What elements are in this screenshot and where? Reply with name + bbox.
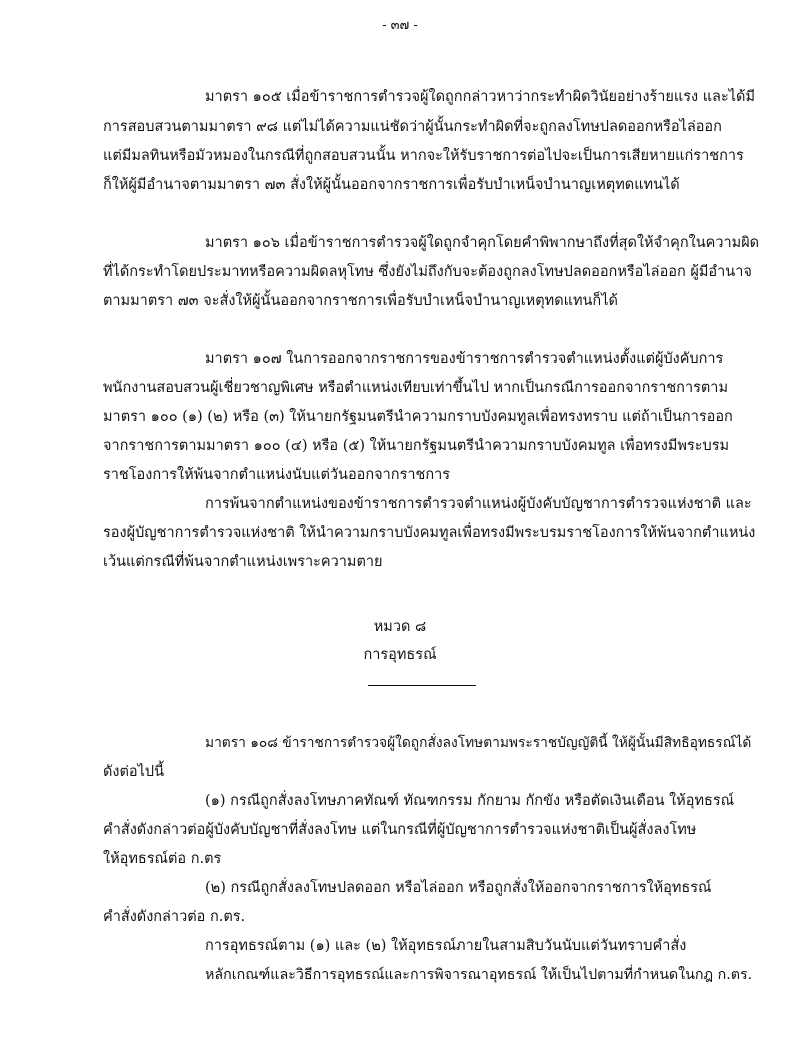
text-line: ดังต่อไปนี้	[103, 764, 165, 780]
text-line: การพ้นจากตำแหน่งของข้าราชการตำรวจตำแหน่งผู้บังคับบัญชาการตำรวจแห่งชาติ และ	[205, 496, 752, 512]
text-line: การอุทธรณ์ตาม (๑) และ (๒) ให้อุทธรณ์ภายในสามสิบวันนับแต่วันทราบคำสั่ง	[205, 938, 687, 954]
text-line: หลักเกณฑ์และวิธีการอุทธรณ์และการพิจารณาอุทธรณ์ ให้เป็นไปตามที่กำหนดในกฎ ก.ตร.	[205, 967, 753, 983]
text-line: มาตรา ๑๐๖ เมื่อข้าราชการตำรวจผู้ใดถูกจำคุกโดยคำพิพากษาถึงที่สุดให้จำคุกในความผิด	[205, 235, 760, 251]
text-line: จากราชการตามมาตรา ๑๐๐ (๔) หรือ (๕) ให้นายกรัฐมนตรีนำความกราบบังคมทูล เพื่อทรงมีพระบรม	[103, 438, 730, 454]
text-line: รองผู้บัญชาการตำรวจแห่งชาติ ให้นำความกราบบังคมทูลเพื่อทรงมีพระบรมราชโองการให้พ้นจากตำแหน่ง	[103, 525, 756, 541]
text-line: มาตรา ๑๐๗ ในการออกจากราชการของข้าราชการตำรวจตำแหน่งตั้งแต่ผู้บังคับการ	[205, 351, 724, 367]
page-number: - ๓๗ -	[382, 18, 418, 33]
text-line: แต่มีมลทินหรือมัวหมองในกรณีที่ถูกสอบสวนนั้น หากจะให้รับราชการต่อไปจะเป็นการเสียหายแก่ราชการ	[103, 148, 744, 164]
text-line: มาตรา ๑๐๕ เมื่อข้าราชการตำรวจผู้ใดถูกกล่าวหาว่ากระทำผิดวินัยอย่างร้ายแรง และได้มี	[205, 89, 756, 105]
chapter-title: หมวด ๘	[373, 619, 427, 635]
text-line: ก็ให้ผู้มีอำนาจตามมาตรา ๗๓ สั่งให้ผู้นั้นออกจากราชการเพื่อรับบำเหน็จบำนาญเหตุทดแทนได้	[103, 177, 680, 193]
text-line: คำสั่งดังกล่าวต่อ ก.ตร.	[103, 909, 246, 925]
text-line: ให้อุทธรณ์ต่อ ก.ตร	[103, 851, 222, 867]
text-line: (๑) กรณีถูกสั่งลงโทษภาคทัณฑ์ ทัณฑกรรม กักยาม กักขัง หรือตัดเงินเดือน ให้อุทธรณ์	[205, 793, 735, 809]
text-line: ราชโองการให้พ้นจากตำแหน่งนับแต่วันออกจากราชการ	[103, 467, 451, 483]
text-line: ที่ได้กระทำโดยประมาทหรือความผิดลหุโทษ ซึ่งยังไม่ถึงกับจะต้องถูกลงโทษปลดออกหรือไล่ออก ผู้มีอำนาจ	[103, 264, 752, 280]
text-line: เว้นแต่กรณีที่พ้นจากตำแหน่งเพราะความตาย	[103, 554, 383, 570]
chapter-divider	[368, 685, 476, 686]
text-line: พนักงานสอบสวนผู้เชี่ยวชาญพิเศษ หรือตำแหน่งเทียบเท่าขึ้นไป หากเป็นกรณีการออกจากราชการตาม	[103, 380, 729, 396]
text-line: มาตรา ๑๐๘ ข้าราชการตำรวจผู้ใดถูกสั่งลงโทษตามพระราชบัญญัตินี้ ให้ผู้นั้นมีสิทธิอุทธรณ์ได้	[205, 735, 752, 751]
text-line: (๒) กรณีถูกสั่งลงโทษปลดออก หรือไล่ออก หรือถูกสั่งให้ออกจากราชการให้อุทธรณ์	[205, 880, 712, 896]
text-line: การสอบสวนตามมาตรา ๙๘ แต่ไม่ได้ความแน่ชัดว่าผู้นั้นกระทำผิดที่จะถูกลงโทษปลดออกหรือไล่ออก	[103, 119, 722, 135]
chapter-subtitle: การอุทธรณ์	[363, 647, 437, 663]
text-line: คำสั่งดังกล่าวต่อผู้บังคับบัญชาที่สั่งลงโทษ แต่ในกรณีที่ผู้บัญชาการตำรวจแห่งชาติเป็นผู้สั่งลงโทษ	[103, 822, 697, 838]
text-line: มาตรา ๑๐๐ (๑) (๒) หรือ (๓) ให้นายกรัฐมนตรีนำความกราบบังคมทูลเพื่อทรงทราบ แต่ถ้าเป็นการออก	[103, 409, 733, 425]
text-line: ตามมาตรา ๗๓ จะสั่งให้ผู้นั้นออกจากราชการเพื่อรับบำเหน็จบำนาญเหตุทดแทนก็ได้	[103, 293, 618, 309]
